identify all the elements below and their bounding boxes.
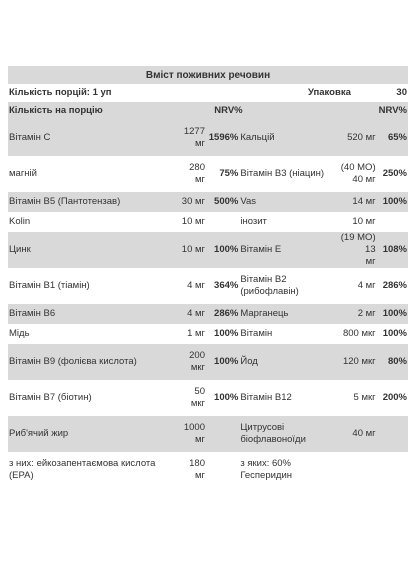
amount-value: 4 мг	[357, 280, 376, 291]
table-row	[8, 380, 408, 416]
nutrient-nrv: 100%	[214, 328, 239, 339]
amount-value: 800 мкг	[342, 328, 376, 339]
nutrient-name-2: Вітамін B2 (рибофлавін)	[240, 274, 299, 297]
amount-unit: мг	[195, 138, 205, 149]
nutrient-amount-2	[328, 212, 377, 232]
nutrient-amount	[163, 416, 206, 452]
nutrient-nrv: 100%	[214, 356, 239, 367]
nutrient-nrv-2: 286%	[382, 280, 407, 291]
table-row	[8, 268, 408, 304]
nutrient-name: Kolin	[9, 216, 31, 227]
table-row	[8, 232, 408, 268]
nutrient-name-2: інозит	[240, 216, 267, 227]
table-row	[8, 120, 408, 156]
package-value: 30	[396, 87, 407, 98]
nutrient-amount	[163, 156, 206, 192]
nrv-header-2: NRV%	[378, 105, 407, 116]
nutrient-name: Цинк	[9, 244, 31, 255]
table-row	[8, 304, 408, 324]
nutrient-nrv-2	[377, 416, 408, 452]
nutrient-name: Вітамін C	[9, 132, 51, 143]
nutrient-nrv: 1596%	[208, 132, 239, 143]
nutrient-nrv: 286%	[214, 308, 239, 319]
amount-value: 50	[194, 386, 205, 397]
nutrient-name-2: з яких: 60% Гесперидин	[240, 458, 293, 481]
nutrient-amount	[163, 380, 206, 416]
nutrient-nrv: 100%	[214, 244, 239, 255]
nutrient-nrv	[206, 416, 239, 452]
nutrient-nrv-2: 65%	[387, 132, 407, 143]
nutrient-name-2: Vas	[240, 196, 257, 207]
amount-value: 1000	[183, 422, 205, 433]
nutrient-amount	[163, 232, 206, 268]
nutrient-name-2: Марганець	[240, 308, 289, 319]
nutrient-name-2: Цитрусові біофлавоноїди	[240, 422, 306, 445]
amount-value: (40 МО)	[340, 162, 376, 173]
nutrient-amount-2	[328, 324, 377, 344]
servings-row	[8, 84, 408, 102]
amount-value: 4 мг	[187, 280, 205, 291]
nutrient-amount	[163, 192, 206, 212]
nutrient-nrv-2: 80%	[387, 356, 407, 367]
nutrient-amount-2	[328, 120, 377, 156]
nutrient-amount	[163, 212, 206, 232]
servings-label: Кількість порцій: 1 уп	[9, 87, 112, 98]
table-row	[8, 416, 408, 452]
nutrient-amount	[163, 304, 206, 324]
nutrient-nrv: 75%	[219, 168, 239, 179]
amount-value: 1 мг	[187, 328, 205, 339]
amount-value: 280	[189, 162, 205, 173]
nutrient-name: Вітамін B5 (Пантотензав)	[9, 196, 121, 207]
amount-unit: 40 мг	[352, 174, 376, 185]
amount-value: 120 мкг	[342, 356, 376, 367]
nutrient-name: Вітамін B6	[9, 308, 56, 319]
table-row	[8, 452, 408, 488]
amount-unit: мкг	[190, 362, 205, 373]
amount-value: 200	[189, 350, 205, 361]
nutrient-name: Вітамін B7 (біотин)	[9, 392, 92, 403]
nutrient-name-2: Йод	[240, 356, 258, 367]
nutrient-nrv-2	[377, 212, 408, 232]
amount-unit: мг	[365, 256, 376, 267]
amount-value: 40 мг	[352, 428, 376, 439]
amount-value: 520 мг	[347, 132, 376, 143]
table-row	[8, 192, 408, 212]
amount-value: 30 мг	[181, 196, 205, 207]
column-header-row	[8, 102, 408, 120]
amount-value: 5 мкг	[353, 392, 376, 403]
per-serving-label: Кількість на порцію	[9, 105, 103, 116]
nutrient-nrv-2: 100%	[382, 328, 407, 339]
nutrient-nrv: 100%	[214, 392, 239, 403]
nutrient-name: з них: ейкозапентаємова кислота (EPA)	[9, 458, 156, 481]
nutrient-amount-2	[328, 268, 377, 304]
nutrient-nrv-2	[377, 452, 408, 488]
table-title: Вміст поживних речовин	[8, 66, 408, 84]
nutrient-amount	[163, 452, 206, 488]
nutrient-amount	[163, 120, 206, 156]
nutrient-amount-2	[328, 156, 377, 192]
package-label: Упаковка	[307, 87, 351, 98]
amount-value: 180	[189, 458, 205, 469]
nutrient-name-2: Вітамін	[240, 328, 273, 339]
amount-value: 4 мг	[187, 308, 205, 319]
nrv-header: NRV%	[214, 105, 243, 116]
nutrient-nrv-2: 200%	[382, 392, 407, 403]
nutrient-name-2: Вітамін B3 (ніацин)	[240, 168, 325, 179]
nutrient-amount-2	[328, 344, 377, 380]
amount-value: (19 МО) 13	[340, 232, 376, 255]
nutrient-amount-2	[328, 304, 377, 324]
table-row	[8, 344, 408, 380]
nutrient-nrv	[206, 452, 239, 488]
nutrient-amount-2	[328, 192, 377, 212]
amount-unit: мг	[195, 174, 205, 185]
nutrient-amount-2	[328, 452, 377, 488]
amount-value: 10 мг	[352, 216, 376, 227]
amount-unit: мг	[195, 434, 205, 445]
amount-value: 10 мг	[181, 216, 205, 227]
nutrient-name: Риб'ячий жир	[9, 428, 69, 439]
amount-unit: мг	[195, 470, 205, 481]
nutrient-name-2: Кальцій	[240, 132, 275, 143]
table-row	[8, 212, 408, 232]
nutrient-nrv-2: 108%	[382, 244, 407, 255]
nutrient-amount	[163, 268, 206, 304]
amount-value: 2 мг	[357, 308, 376, 319]
nutrient-nrv: 364%	[214, 280, 239, 291]
nutrient-name: Вітамін B9 (фолієва кислота)	[9, 356, 137, 367]
nutrition-table	[8, 66, 408, 488]
nutrient-nrv-2: 250%	[382, 168, 407, 179]
nutrient-name: Вітамін B1 (тіамін)	[9, 280, 90, 291]
amount-unit: мкг	[190, 398, 205, 409]
nutrient-amount-2	[328, 380, 377, 416]
nutrient-name-2: Вітамін B12	[240, 392, 292, 403]
nutrient-nrv	[206, 212, 239, 232]
amount-value: 1277	[183, 126, 205, 137]
table-row	[8, 156, 408, 192]
nutrient-name: магній	[9, 168, 37, 179]
nutrient-amount-2	[328, 232, 377, 268]
nutrient-name-2: Вітамін Е	[240, 244, 282, 255]
nutrient-nrv: 500%	[214, 196, 239, 207]
nutrient-amount-2	[328, 416, 377, 452]
amount-value: 14 мг	[352, 196, 376, 207]
nutrient-rows	[8, 120, 408, 488]
nutrient-amount	[163, 344, 206, 380]
table-row	[8, 324, 408, 344]
nutrient-nrv-2: 100%	[382, 308, 407, 319]
nutrient-name: Мідь	[9, 328, 30, 339]
amount-value: 10 мг	[181, 244, 205, 255]
nutrient-amount	[163, 324, 206, 344]
nutrient-nrv-2: 100%	[382, 196, 407, 207]
